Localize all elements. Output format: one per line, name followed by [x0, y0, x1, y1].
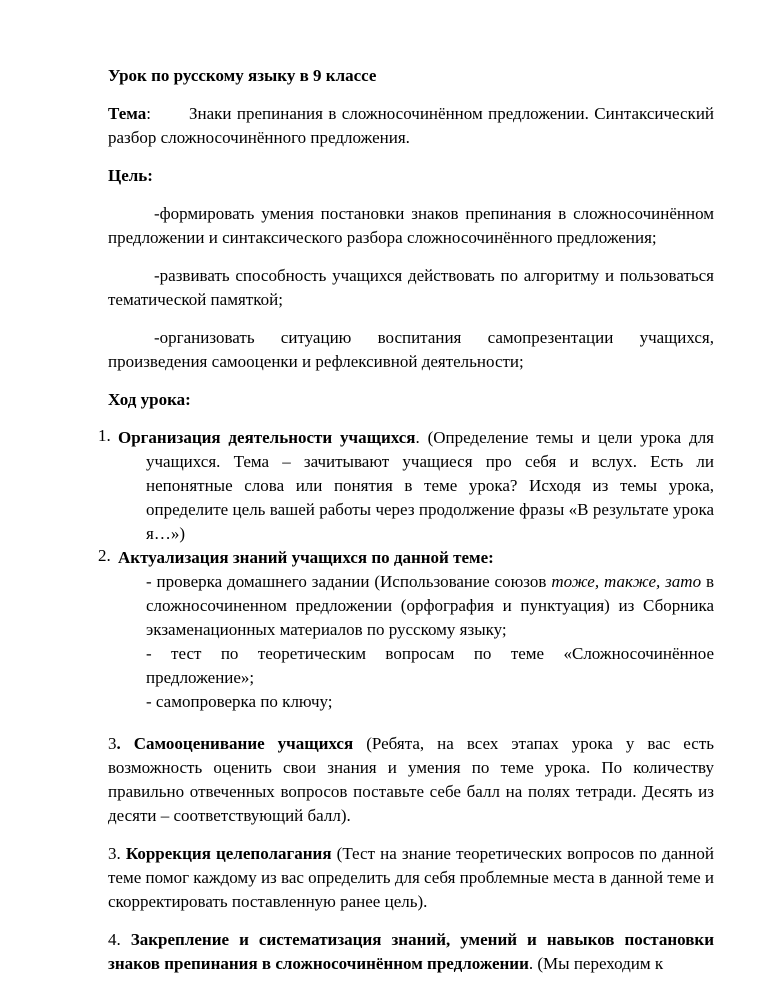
step-2-item: - тест по теоретическим вопросам по теме «Сложносочинённое предложение»;	[146, 644, 714, 687]
step-2: 2. Актуализация знаний учащихся по данной теме: - проверка домашнего задании (Использование союзов тоже, также, зато в сложносочиненном предложении (орфография и пунктуация) из Сборника экзаменационных материалов по русскому языку; - тест по теоретическим вопросам по теме «Сложносочинённое предложение»; - самопроверка по ключу;	[98, 546, 714, 714]
step-2-title: Актуализация знаний учащихся по данной теме:	[118, 548, 494, 567]
step-2-item: - проверка домашнего задании (Использование союзов тоже, также, зато в сложносочиненном предложении (орфография и пунктуация) из Сборника экзаменационных материалов по русскому языку;	[146, 572, 715, 639]
step-4: 4. Закрепление и систематизация знаний, умений и навыков постановки знаков препинания в сложносочинённом предложении. (Мы переходим к	[108, 930, 715, 973]
topic-text: Знаки препинания в сложносочинённом предложении. Синтаксический разбор сложносочинённого предложения.	[108, 104, 715, 147]
step-3-correction: 3. Коррекция целеполагания (Тест на знание теоретических вопросов по данной теме помог каждому из вас определить для себя проблемные места в данной теме и скорректировать поставленную ранее цель).	[108, 844, 715, 911]
step-1-title: Организация деятельности учащихся	[118, 428, 416, 447]
goal-item: -формировать умения постановки знаков препинания в сложносочинённом предложении и синтаксического разбора сложносочинённого предложения;	[108, 204, 714, 247]
step-1: 1. Организация деятельности учащихся. (Определение темы и цели урока для учащихся. Тема – зачитывают учащиеся про себя и вслух. Есть ли непонятные слова или понятия в теме урока? Исходя из темы урока, определите цель вашей работы через продолжение фразы «В результате урока я…»)	[98, 426, 714, 543]
step-3-self-assessment: 3. Самооценивание учащихся (Ребята, на всех этапах урока у вас есть возможность оценить свои знания и умения по теме урока. По количеству правильно отвеченных вопросов поставьте себе балл на полях тетради. Десять из десяти – соответствующий балл).	[108, 734, 715, 825]
step-2-item: - самопроверка по ключу;	[146, 692, 333, 711]
document-title: Урок по русскому языку в 9 классе	[108, 66, 377, 85]
document-page	[98, 64, 715, 976]
goal-item: -организовать ситуацию воспитания самопрезентации учащихся, произведения самооценки и рефлексивной деятельности;	[108, 328, 714, 371]
course-heading: Ход урока:	[108, 390, 191, 409]
topic-label: Тема	[108, 104, 147, 123]
topic-paragraph: Тема: Знаки препинания в сложносочинённом предложении. Синтаксический разбор сложносочинённого предложения.	[108, 104, 715, 147]
goal-item: -развивать способность учащихся действовать по алгоритму и пользоваться тематической памяткой;	[108, 266, 714, 309]
goal-heading: Цель:	[108, 166, 153, 185]
